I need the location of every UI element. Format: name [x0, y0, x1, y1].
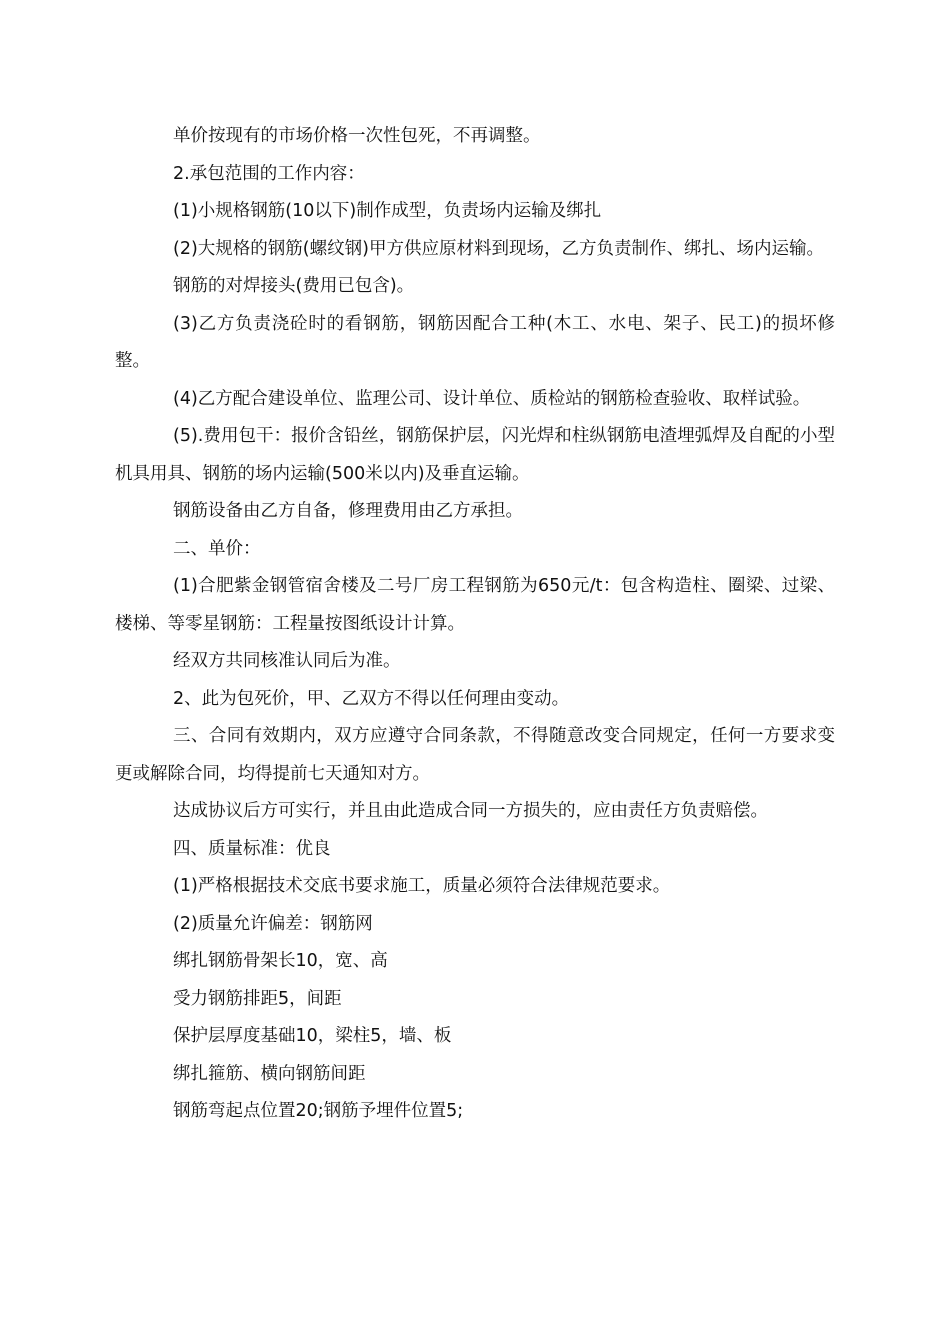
paragraph: (2)大规格的钢筋(螺纹钢)甲方供应原材料到现场，乙方负责制作、绑扎、场内运输。: [173, 238, 824, 259]
paragraph: 四、质量标准：优良: [173, 838, 331, 859]
paragraph: 钢筋设备由乙方自备，修理费用由乙方承担。: [173, 501, 523, 521]
paragraph: (2)质量允许偏差：钢筋网: [173, 913, 373, 934]
paragraph: 绑扎钢筋骨架长10，宽、高: [173, 951, 388, 971]
paragraph: (1)合肥紫金钢管宿舍楼及二号厂房工程钢筋为650元/t：包含构造柱、圈梁、过梁、楼梯、等零星钢筋：工程量按图纸设计计算。: [115, 576, 835, 634]
paragraph: 绑扎箍筋、横向钢筋间距: [173, 1063, 366, 1084]
paragraph: (4)乙方配合建设单位、监理公司、设计单位、质检站的钢筋检查验收、取样试验。: [173, 388, 811, 409]
paragraph: 2.承包范围的工作内容：: [173, 163, 365, 184]
paragraph: 受力钢筋排距5，间距: [173, 988, 342, 1009]
paragraph: 单价按现有的市场价格一次性包死，不再调整。: [173, 126, 541, 146]
paragraph: 保护层厚度基础10，梁柱5，墙、板: [173, 1026, 452, 1046]
document-body: [115, 118, 835, 1131]
paragraph: (1)严格根据技术交底书要求施工，质量必须符合法律规范要求。: [173, 876, 671, 896]
paragraph: 钢筋弯起点位置20;钢筋予埋件位置5;: [173, 1101, 464, 1121]
paragraph: (5).费用包干：报价含铅丝，钢筋保护层，闪光焊和柱纵钢筋电渣埋弧焊及自配的小型机具用具、钢筋的场内运输(500米以内)及垂直运输。: [115, 426, 835, 484]
paragraph: 三、合同有效期内，双方应遵守合同条款，不得随意改变合同规定，任何一方要求变更或解除合同，均得提前七天通知对方。: [115, 726, 835, 784]
paragraph: (1)小规格钢筋(10以下)制作成型，负责场内运输及绑扎: [173, 201, 602, 221]
paragraph: 达成协议后方可实行，并且由此造成合同一方损失的，应由责任方负责赔偿。: [173, 801, 768, 821]
paragraph: (3)乙方负责浇砼时的看钢筋，钢筋因配合工种(木工、水电、架子、民工)的损坏修整。: [115, 313, 835, 371]
paragraph: 经双方共同核准认同后为准。: [173, 651, 401, 671]
paragraph: 钢筋的对焊接头(费用已包含)。: [173, 276, 415, 296]
paragraph: 2、此为包死价，甲、乙双方不得以任何理由变动。: [173, 688, 570, 709]
paragraph: 二、单价：: [173, 538, 261, 559]
